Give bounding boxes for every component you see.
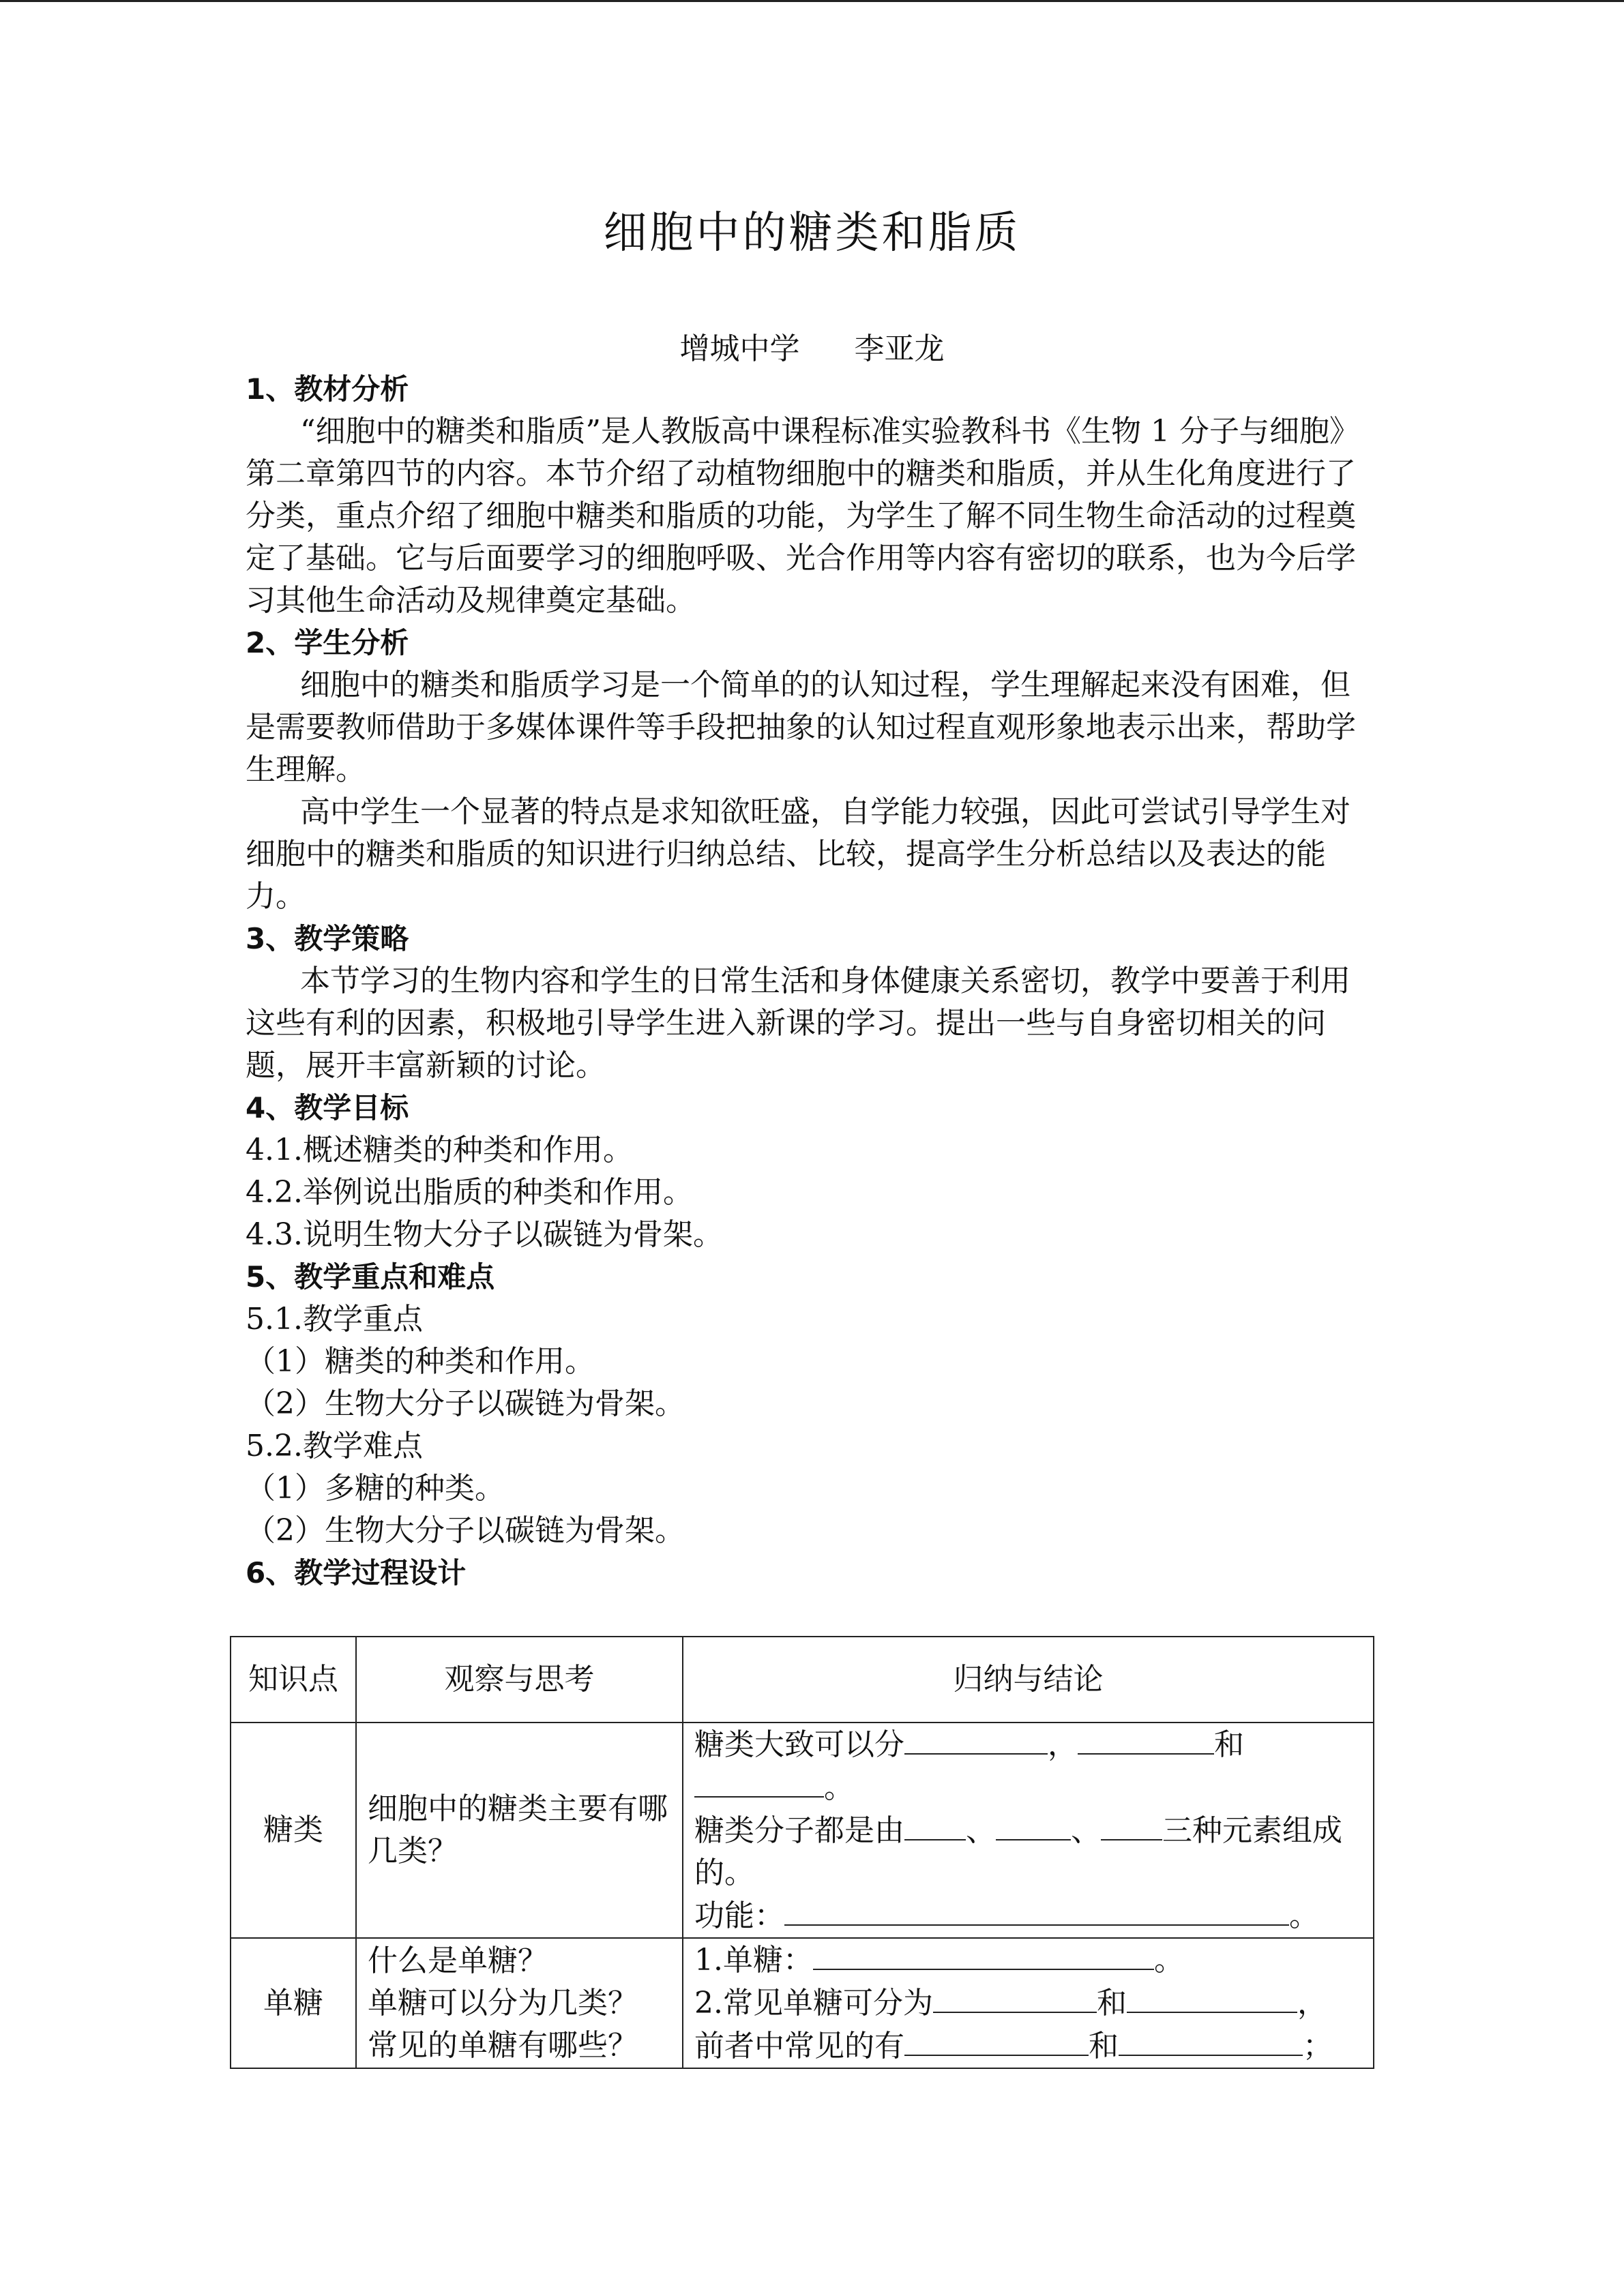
objective-item: 4.2.举例说出脂质的种类和作用。 [246, 1175, 693, 1210]
difficulties-title: 5.2.教学难点 [246, 1429, 423, 1463]
table-row-sugars [231, 1723, 1374, 1938]
objective-item: 4.1.概述糖类的种类和作用。 [246, 1133, 633, 1167]
table-header-row [231, 1637, 1374, 1723]
section-heading-2: 2、学生分析 [246, 626, 409, 659]
byline [0, 324, 1624, 368]
conclusion-text: 糖类分子都是由 [694, 1813, 904, 1848]
teaching-process-table [230, 1636, 1374, 2069]
question-line: 什么是单糖？ [368, 1943, 548, 1978]
section-2-paragraph-1: 细胞中的糖类和脂质学习是一个简单的的认知过程，学生理解起来没有困难，但是需要教师借助于多媒体课件等手段把抽象的认知过程直观形象地表示出来，帮助学生理解。 [246, 668, 1356, 787]
fill-blank[interactable] [694, 1766, 824, 1798]
fill-blank[interactable] [996, 1809, 1071, 1840]
conclusion-text: 前者中常见的有 [694, 2029, 904, 2063]
document-body [246, 368, 1378, 1594]
header-observe-think: 观察与思考 [356, 1637, 683, 1723]
table-row-monosaccharides [231, 1938, 1374, 2068]
conclusion-text: 、 [1071, 1813, 1101, 1848]
conclusion-text: 和 [1096, 1986, 1127, 2021]
conclusion-text: 和 [1214, 1727, 1244, 1762]
school-name: 增城中学 [679, 331, 800, 366]
key-points-title: 5.1.教学重点 [246, 1302, 423, 1337]
key-point-item: （1）糖类的种类和作用。 [246, 1344, 595, 1379]
conclusion-text: 1.单糖： [694, 1943, 813, 1978]
conclusion-text: ， [1297, 1986, 1327, 2021]
author-name: 李亚龙 [854, 331, 945, 366]
section-heading-3: 3、教学策略 [246, 922, 409, 955]
fill-blank[interactable] [904, 1809, 966, 1840]
conclusion-text: 功能： [694, 1898, 784, 1933]
objective-item: 4.3.说明生物大分子以碳链为骨架。 [246, 1217, 723, 1252]
conclusion-line [694, 1809, 1362, 1894]
fill-blank[interactable] [1119, 2025, 1303, 2056]
conclusion-line [694, 1939, 1362, 1982]
conclusion-text: 和 [1089, 2029, 1119, 2063]
conclusion-text: 2.常见单糖可分为 [694, 1986, 933, 2021]
conclusion-line [694, 1894, 1362, 1937]
section-heading-5: 5、教学重点和难点 [246, 1260, 495, 1294]
conclusion-text: 三种元素组成的。 [694, 1813, 1342, 1890]
section-3-paragraph: 本节学习的生物内容和学生的日常生活和身体健康关系密切，教学中要善于利用这些有利的因素，积极地引导学生进入新课的学习。提出一些与自身密切相关的问题，展开丰富新颖的讨论。 [246, 964, 1350, 1083]
fill-blank[interactable] [1101, 1809, 1162, 1840]
conclusion-text: 。 [1153, 1943, 1184, 1978]
header-knowledge-point: 知识点 [231, 1637, 356, 1723]
header-summary-conclusion: 归纳与结论 [683, 1637, 1374, 1723]
fill-blank[interactable] [1078, 1723, 1214, 1755]
question-line: 单糖可以分为几类？ [368, 1985, 638, 2021]
difficulty-item: （2）生物大分子以碳链为骨架。 [246, 1513, 685, 1548]
fill-blank[interactable] [784, 1894, 1289, 1926]
section-1-paragraph: “细胞中的糖类和脂质”是人教版高中课程标准实验教科书《生物 1 分子与细胞》第二章第四节的内容。本节介绍了动植物细胞中的糖类和脂质，并从生化角度进行了分类，重点介绍了细胞中糖类和脂质的功能，为学生了解不同生物生命活动的过程奠定了基础。它与后面要学习的细胞呼吸、光合作用等内容有密切的联系，也为今后学习其他生命活动及规律奠定基础。 [246, 414, 1359, 618]
fill-blank[interactable] [813, 1939, 1154, 1970]
fill-blank[interactable] [1127, 1982, 1297, 2013]
conclusion-text: 、 [966, 1813, 996, 1848]
page-title: 细胞中的糖类和脂质 [603, 208, 1021, 258]
conclusion-text: 。 [1289, 1898, 1319, 1933]
question-cell [356, 1938, 683, 2068]
section-heading-1: 1、教材分析 [246, 372, 409, 406]
conclusion-line [694, 1766, 1362, 1809]
fill-blank[interactable] [904, 2025, 1089, 2056]
conclusion-line [694, 2025, 1362, 2068]
knowledge-point-cell: 糖类 [231, 1723, 356, 1938]
conclusion-text: ， [1048, 1727, 1078, 1762]
section-heading-4: 4、教学目标 [246, 1091, 409, 1124]
question-cell: 细胞中的糖类主要有哪几类？ [356, 1723, 683, 1938]
section-2-paragraph-2: 高中学生一个显著的特点是求知欲旺盛，自学能力较强，因此可尝试引导学生对细胞中的糖类和脂质的知识进行归纳总结、比较，提高学生分析总结以及表达的能力。 [246, 794, 1350, 914]
conclusion-line [694, 1982, 1362, 2025]
section-heading-6: 6、教学过程设计 [246, 1556, 467, 1590]
conclusion-text: 。 [824, 1770, 854, 1805]
conclusion-line [694, 1723, 1362, 1766]
knowledge-point-cell: 单糖 [231, 1938, 356, 2068]
fill-blank[interactable] [933, 1982, 1097, 2013]
conclusion-cell [683, 1723, 1374, 1938]
page-top-border [0, 0, 1624, 2]
conclusion-cell [683, 1938, 1374, 2068]
conclusion-text: 糖类大致可以分 [694, 1727, 904, 1762]
conclusion-text: ； [1303, 2029, 1333, 2063]
key-point-item: （2）生物大分子以碳链为骨架。 [246, 1386, 685, 1421]
question-line: 常见的单糖有哪些？ [368, 2027, 638, 2063]
fill-blank[interactable] [904, 1723, 1048, 1755]
difficulty-item: （1）多糖的种类。 [246, 1471, 505, 1506]
